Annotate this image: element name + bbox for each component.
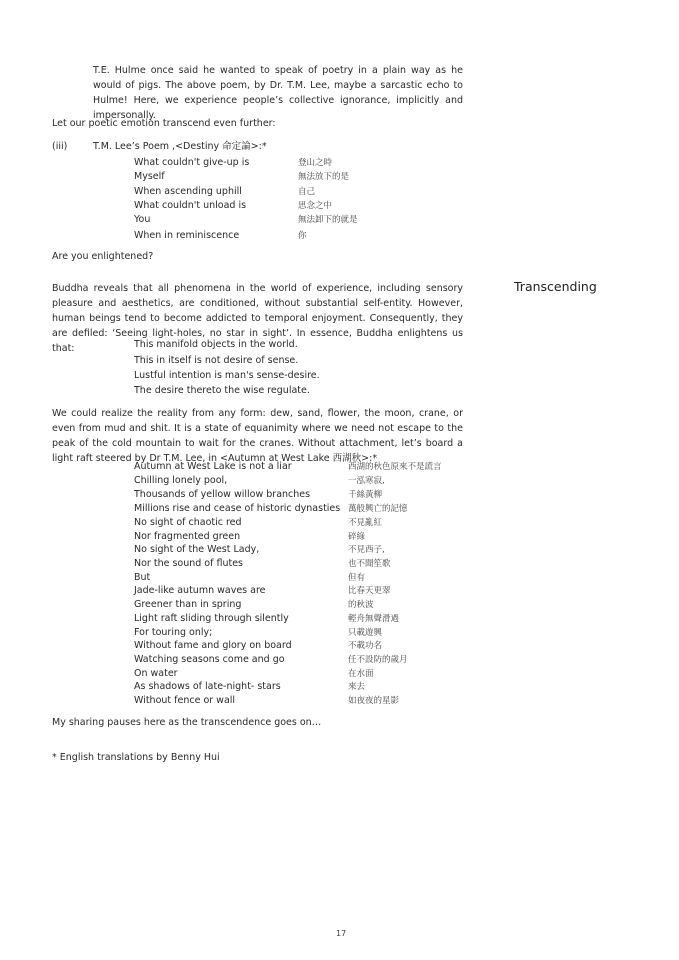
poem-line-en: No sight of chaotic red [134, 517, 242, 528]
poem-line-zh: 西湖的秋色原來不是謊言 [348, 462, 442, 472]
verse-line: Lustful intention is man's sense-desire. [134, 370, 320, 381]
poem-line-en: When in reminiscence [134, 230, 240, 241]
footnote: * English translations by Benny Hui [52, 752, 220, 763]
poem-line-en: Without fame and glory on board [134, 640, 292, 651]
verse-line: This in itself is not desire of sense. [134, 355, 299, 366]
poem-line-en: Myself [134, 171, 165, 182]
poem-line-zh: 如夜夜的星影 [348, 696, 400, 706]
poem-line-zh: 來去 [348, 682, 366, 692]
poem-heading: T.M. Lee’s Poem ,<Destiny 命定論>:* [93, 141, 267, 152]
poem-line-zh: 不見亂紅 [348, 518, 383, 528]
poem-line-zh: 一泓寒寂, [348, 476, 385, 486]
buddha-paragraph: Buddha reveals that all phenomena in the world of experience, including sensory pleasure and aesthetics, are conditioned, without substantial self-entity. However, human beings tend to become addicted to temporal enjoyment. Consequently, they are defiled: ‘Seeing light-holes, no star in sight’. In essence, Buddha enlightens us that: [52, 283, 463, 354]
poem-line-en: Millions rise and cease of historic dynasties [134, 503, 341, 514]
side-heading: Transcending [514, 279, 597, 294]
poem-line-zh: 千絲黃柳 [348, 490, 383, 500]
poem-line-en: On water [134, 668, 178, 679]
poem-line-zh: 的秋波 [348, 600, 374, 610]
poem-line-en: For touring only; [134, 627, 213, 638]
poem-line-en: Greener than in spring [134, 599, 242, 610]
poem-line-en: Light raft sliding through silently [134, 613, 289, 624]
poem-line-en: You [134, 214, 151, 225]
poem-line-en: Without fence or wall [134, 695, 236, 706]
poem-line-en: Thousands of yellow willow branches [134, 489, 311, 500]
poem-line-zh: 任不設防的歲月 [348, 655, 408, 665]
poem-line-zh: 不見西子, [348, 545, 385, 555]
poem-line-zh: 登山之時 [298, 158, 333, 168]
poem-line-zh: 碎綠 [348, 532, 366, 542]
poem-line-zh: 無法卸下的就是 [298, 215, 358, 225]
poem-line-en: What couldn't give-up is [134, 157, 250, 168]
poem-line-zh: 自己 [298, 187, 316, 197]
verse-line: This manifold objects in the world. [134, 339, 298, 350]
poem-line-zh: 輕舟無聲滑過 [348, 614, 400, 624]
poem-line-en: But [134, 572, 151, 583]
poem-line-zh: 比春天更翠 [348, 586, 391, 596]
equanimity-paragraph: We could realize the reality from any form: dew, sand, flower, the moon, crane, or even from mud and shit. It is a state of equanimity where we need not escape to the peak of the cold mountain to wait for the cranes. Without attachment, let’s board a light raft steered by Dr T.M. Lee, in <Autumn at West Lake 西湖秋>:* [52, 408, 463, 464]
poem-line-en: When ascending uphill [134, 186, 242, 197]
verse-line: The desire thereto the wise regulate. [134, 385, 310, 396]
poem-line-en: What couldn't unload is [134, 200, 247, 211]
poem-line-zh: 只載遊興 [348, 628, 383, 638]
poem-numeral: (iii) [52, 141, 68, 152]
poem-line-en: Nor fragmented green [134, 531, 241, 542]
poem-line-en: Jade-like autumn waves are [134, 585, 266, 596]
poem-line-en: No sight of the West Lady, [134, 544, 260, 555]
quote-block: T.E. Hulme once said he wanted to speak of poetry in a plain way as he would of pigs. The above poem, by Dr. T.M. Lee, maybe a sarcastic echo to Hulme! Here, we experience people’s collective ignorance, implicitly and impersonally. [93, 65, 463, 121]
poem-line-zh: 思念之中 [298, 201, 333, 211]
poem-line-en: Autumn at West Lake is not a liar [134, 461, 292, 472]
poem-line-zh: 無法放下的是 [298, 172, 350, 182]
poem-line-zh: 但有 [348, 573, 366, 583]
poem-line-zh: 在水面 [348, 669, 374, 679]
poem-line-zh: 萬般興亡的記憶 [348, 504, 408, 514]
intro-line: Let our poetic emotion transcend even further: [52, 118, 276, 129]
page-number: 17 [336, 929, 347, 938]
poem-line-en: As shadows of late-night- stars [134, 681, 281, 692]
poem-line-zh: 也不聞笙歌 [348, 559, 391, 569]
closing-line: My sharing pauses here as the transcendence goes on… [52, 717, 322, 728]
poem-line-en: Chilling lonely pool, [134, 475, 228, 486]
poem-line-zh: 不載功名 [348, 641, 383, 651]
question-line: Are you enlightened? [52, 251, 154, 262]
poem-line-en: Watching seasons come and go [134, 654, 285, 665]
poem-line-en: Nor the sound of flutes [134, 558, 244, 569]
poem-line-zh: 你 [298, 231, 307, 241]
